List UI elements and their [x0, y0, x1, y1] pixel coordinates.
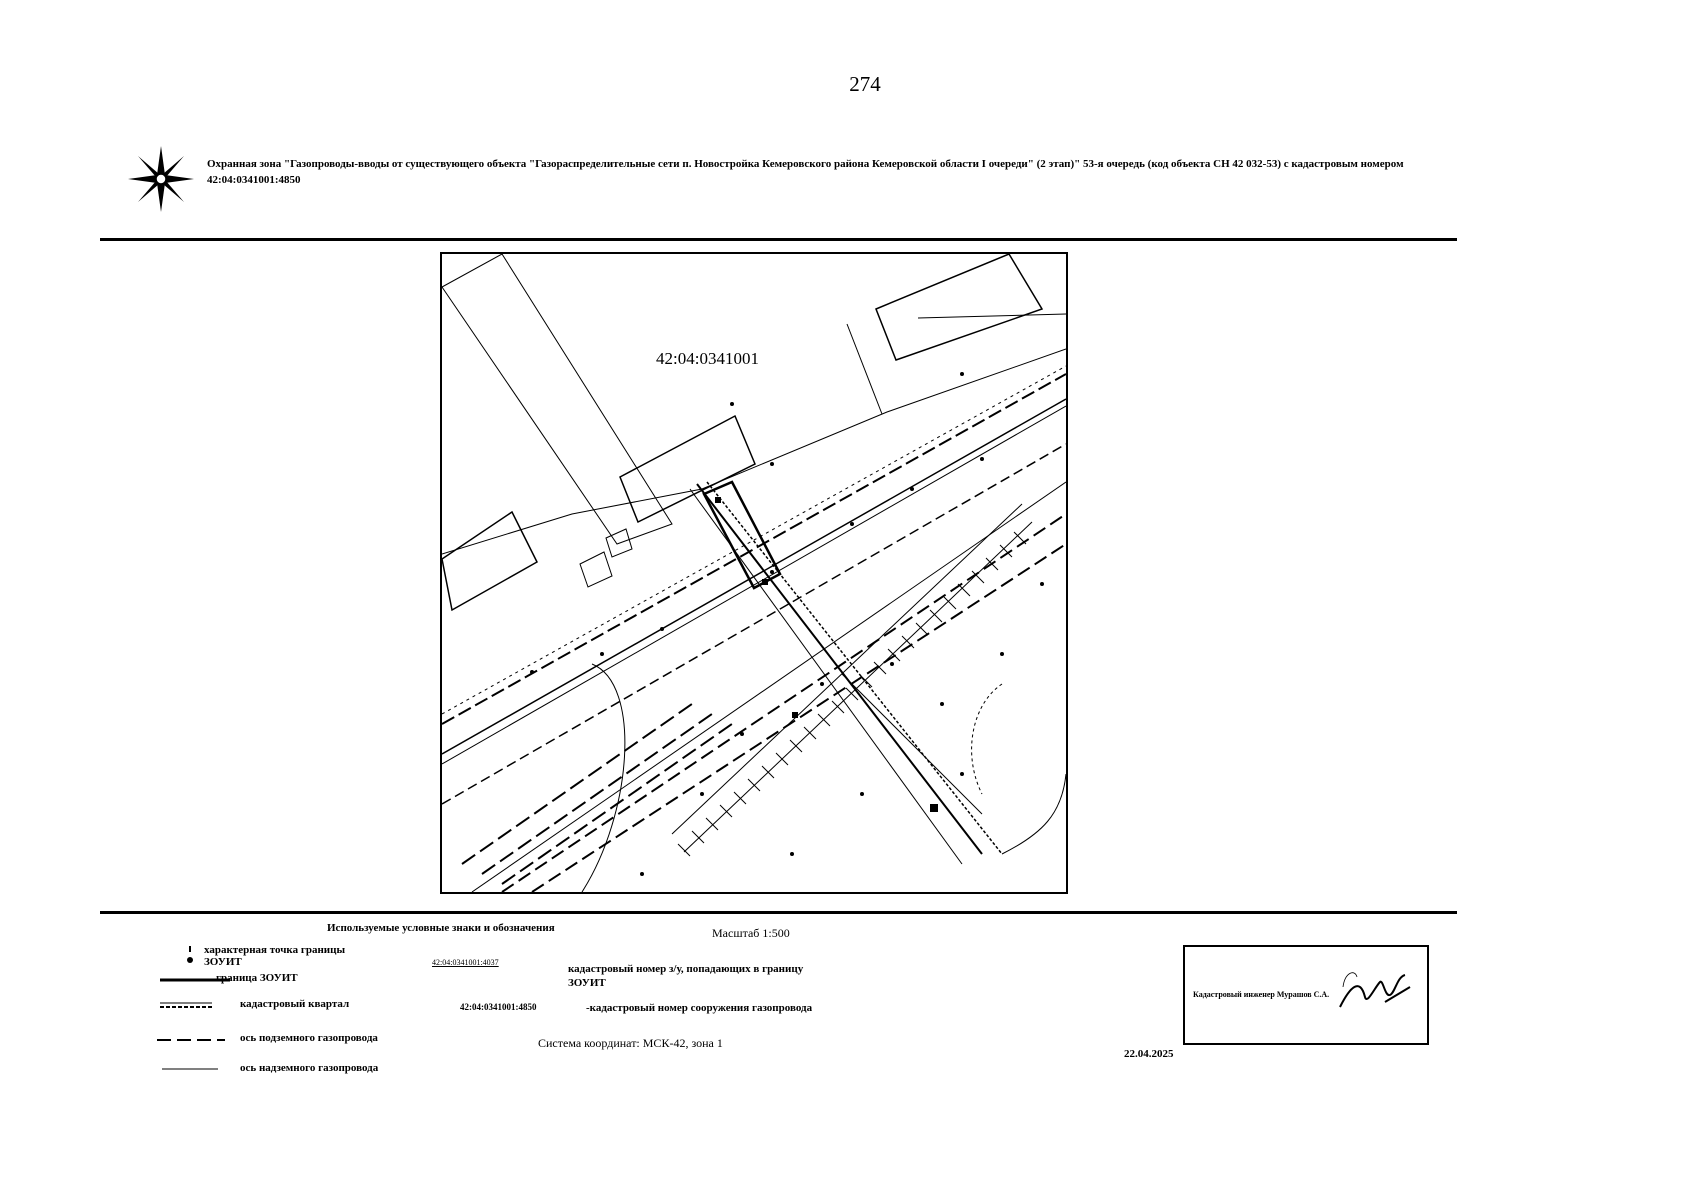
map-frame	[440, 252, 1068, 894]
building	[620, 416, 755, 522]
quarter-symbol	[160, 1001, 212, 1009]
legend-heading: Используемые условные знаки и обозначения	[327, 922, 555, 934]
legend-underground: ось подземного газопровода	[240, 1032, 378, 1044]
legend-quarter: кадастровый квартал	[240, 998, 350, 1010]
coordinate-system: Система координат: МСК-42, зона 1	[538, 1036, 723, 1050]
engineer-line: Кадастровый инженер Мурашов С.А.	[1193, 990, 1330, 999]
legend-structure: -кадастровый номер сооружения газопровода	[586, 1002, 813, 1014]
cadastral-quarter-label: 42:04:0341001	[656, 349, 759, 368]
legend-parcel: кадастровый номер з/у, попадающих в границу ЗОУИТ	[568, 963, 804, 989]
document-title: Охранная зона "Газопроводы-вводы от существующего объекта "Газораспределительные сети п. Новостройка Кемеровского района Кемеровской области I очереди" (2 этап)" 53-я очередь (код объекта СН 42 032-53) с кадастровым номером 42:04:0341001:4850	[207, 158, 1404, 186]
legend-boundary-point: характерная точка границы ЗОУИТ	[204, 944, 346, 968]
building	[442, 254, 672, 544]
map-scale: Масштаб 1:500	[712, 926, 790, 940]
document-date: 22.04.2025	[1124, 1048, 1174, 1060]
structure-number-sample: 42:04:0341001:4850	[460, 1002, 537, 1012]
building	[442, 512, 537, 610]
legend-boundary: граница ЗОУИТ	[216, 972, 298, 984]
boundary-point-icon	[185, 946, 195, 966]
aboveground-pipe-symbol	[162, 1066, 218, 1072]
engineer-stamp	[1183, 945, 1429, 1045]
legend-aboveground: ось надземного газопровода	[240, 1062, 379, 1074]
top-divider	[100, 238, 1457, 241]
page-number: 274	[849, 72, 881, 96]
parcel-number-sample: 42:04:0341001:4037	[432, 958, 499, 967]
bottom-divider	[100, 911, 1457, 914]
building	[580, 552, 612, 587]
underground-pipe-symbol	[157, 1036, 225, 1044]
north-arrow-icon	[128, 146, 194, 212]
signature	[1335, 967, 1415, 1017]
building	[876, 254, 1042, 360]
